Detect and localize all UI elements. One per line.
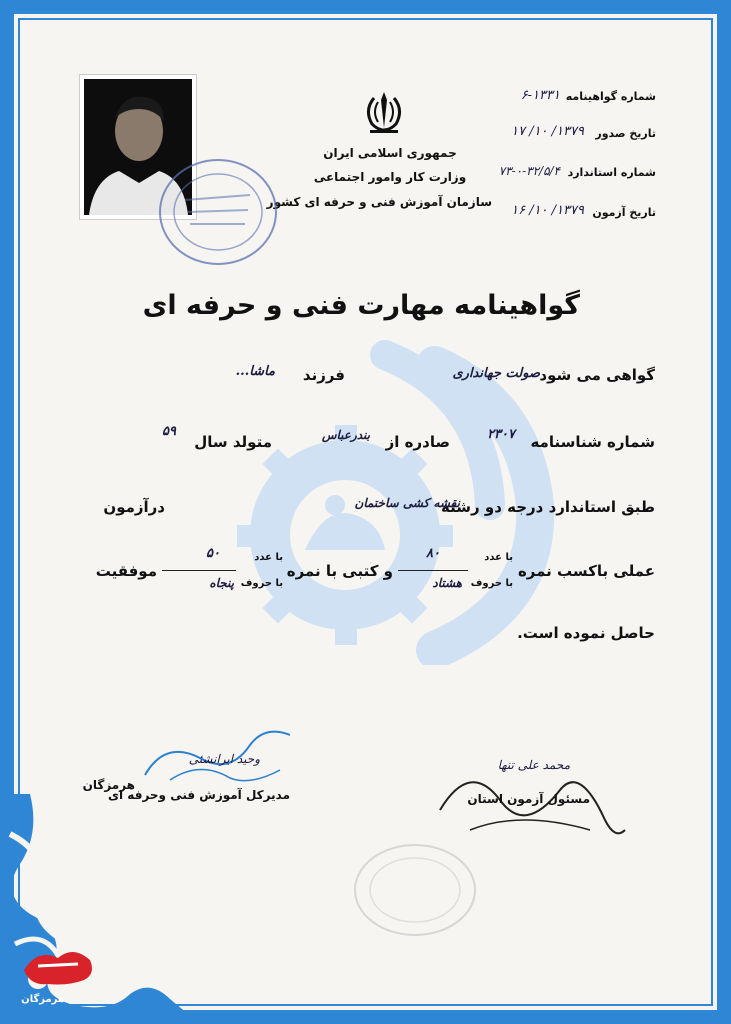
written-digits-value: ۵۰: [206, 546, 220, 561]
issued-from-label: صادره از: [385, 433, 450, 451]
standard-no-label: شماره استاندارد: [567, 166, 656, 179]
written-digits-label: با عدد: [254, 552, 283, 563]
practical-digits-value: ۸۰: [426, 546, 440, 561]
closing-text: حاصل نموده است.: [517, 624, 655, 642]
certify-label: گواهی می شود: [539, 366, 655, 384]
exam-date-value: ۱۳۷۹/ ۱۰/ ۱۶: [511, 203, 584, 218]
exam-label: درآزمون: [103, 498, 165, 516]
issue-date-label: تاریخ صدور: [595, 127, 656, 140]
issue-date-value: ۱۳۷۹/ ۱۰/ ۱۷: [511, 124, 584, 139]
written-letters-value: پنجاه: [209, 576, 234, 590]
standard-no-value: ۷۳-۰-۳۲/۵/۴: [498, 164, 560, 178]
organization-name: سازمان آموزش فنی و حرفه ای کشور: [266, 195, 492, 209]
child-of-label: فرزند: [302, 366, 345, 384]
practical-letters-label: با حروف: [470, 578, 513, 589]
practical-label: عملی باکسب نمره: [517, 562, 655, 580]
certificate-title: گواهینامه مهارت فنی و حرفه ای: [142, 290, 580, 321]
official-stamp: [150, 150, 280, 270]
right-signer-title: مسئول آزمون استان: [467, 792, 590, 806]
id-value: ۲۳۰۷: [487, 427, 515, 442]
watermark-province: هرمزگان: [21, 994, 65, 1005]
left-signer-province: هرمزگان: [82, 778, 135, 792]
right-signer-name: محمد علی تنها: [497, 758, 570, 772]
cert-no-value: ۶-۱۳۳۱: [520, 88, 560, 103]
left-signer-name: وحید ایرانشئی: [188, 752, 260, 766]
practical-score-line: [398, 570, 468, 571]
practical-digits-label: با عدد: [484, 552, 513, 563]
left-signer-title: مدیرکل آموزش فنی وحرفه ای: [108, 788, 290, 802]
holder-name: صولت جهانداری: [452, 366, 540, 381]
issued-from-value: بندرعباس: [321, 428, 370, 442]
field-value: نقشه کشی ساختمان: [354, 496, 460, 510]
id-label: شماره شناسنامه: [530, 433, 655, 451]
father-name: ماشا...: [235, 364, 275, 379]
born-value: ۵۹: [162, 424, 176, 439]
exam-date-label: تاریخ آزمون: [592, 206, 656, 219]
country-name: جمهوری اسلامی ایران: [323, 146, 457, 160]
written-score-line: [162, 570, 236, 571]
standard-label: طبق استاندارد درجه دو رشته: [441, 498, 655, 516]
cert-no-label: شماره گواهینامه: [565, 90, 656, 103]
ministry-name: وزارت کار وامور اجتماعی: [313, 170, 467, 184]
born-label: متولد سال: [194, 433, 272, 451]
practical-letters-value: هشتاد: [432, 576, 462, 590]
faint-seal: [350, 840, 480, 940]
written-label: و کتبی با نمره: [286, 562, 393, 580]
success-label: موفقیت: [95, 562, 157, 580]
written-letters-label: با حروف: [240, 578, 283, 589]
right-signature: [430, 730, 630, 850]
iran-emblem-icon: [360, 88, 408, 134]
